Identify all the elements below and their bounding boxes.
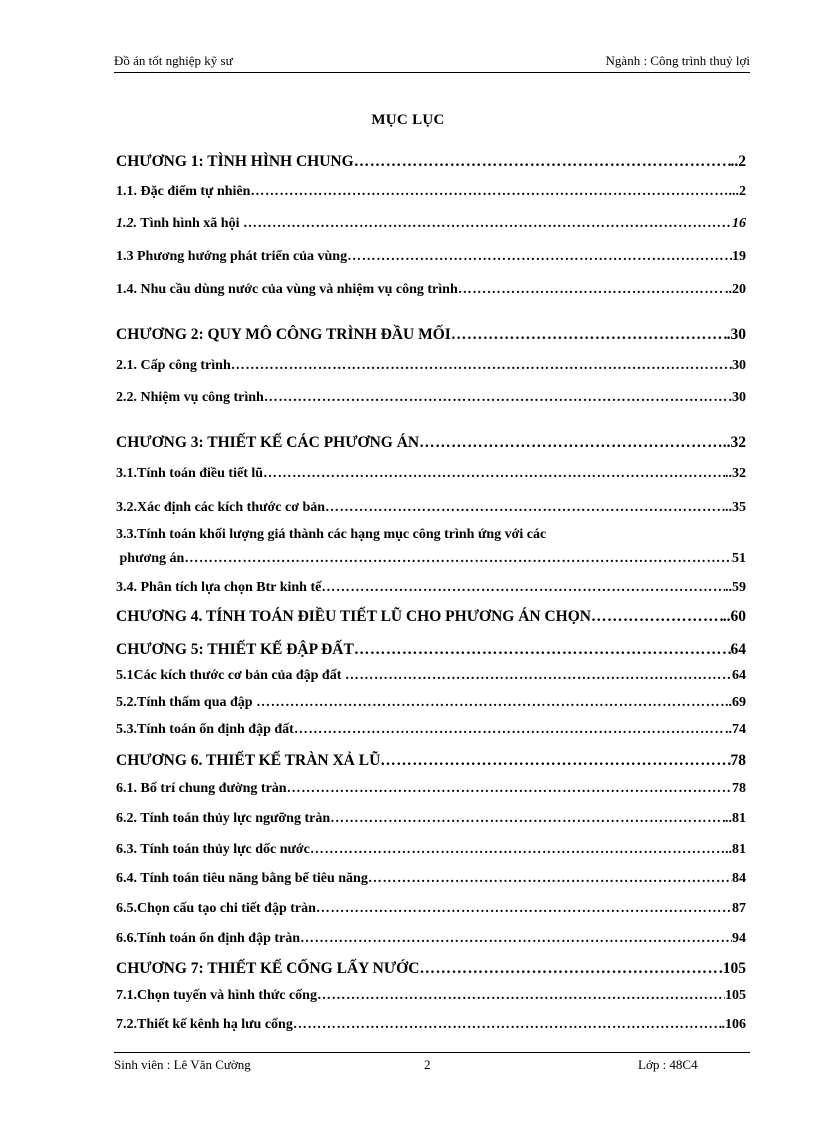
toc-leader-dots: [263, 466, 725, 482]
footer-class: Lớp : 48C4: [638, 1057, 698, 1072]
toc-section-entry[interactable]: [116, 500, 746, 516]
toc-page-number: 64: [730, 641, 746, 658]
toc-page-number: 94: [732, 931, 746, 946]
toc-entry-label: 3.4. Phân tích lựa chọn Btr kinh tế: [116, 580, 322, 595]
toc-section-entry[interactable]: [116, 216, 746, 232]
toc-entry-label: 6.1. Bố trí chung đường tràn: [116, 781, 287, 796]
toc-chapter-entry[interactable]: [116, 434, 746, 452]
toc-leader-dots: [354, 153, 731, 171]
toc-page-number: ..69: [725, 695, 746, 710]
toc-leader-dots: [310, 842, 725, 858]
toc-section-entry[interactable]: [116, 358, 746, 374]
toc-page-number: ..59: [725, 580, 746, 595]
toc-page-number: ..74: [725, 722, 746, 737]
toc-chapter-entry[interactable]: [116, 641, 746, 659]
toc-section-entry[interactable]: [116, 668, 746, 684]
toc-entry-label: 6.5.Chọn cấu tạo chi tiết đập tràn: [116, 901, 316, 916]
footer-page-number: 2: [424, 1057, 431, 1072]
toc-leader-dots: [330, 811, 725, 827]
header-left-text: Đồ án tốt nghiệp kỹ sư: [114, 53, 233, 68]
toc-page-number: ..60: [722, 608, 746, 625]
toc-section-entry[interactable]: [116, 781, 746, 797]
toc-leader-dots: [380, 752, 730, 770]
toc-leader-dots: [264, 390, 729, 406]
toc-entry-label: 3.1.Tính toán điều tiết lũ: [116, 466, 264, 481]
toc-leader-dots: [184, 551, 732, 567]
toc-page-number: 84: [732, 871, 746, 886]
toc-entry-label: CHƯƠNG 3: THIẾT KẾ CÁC PHƯƠNG ÁN: [116, 434, 420, 451]
toc-leader-dots: [256, 695, 725, 711]
toc-leader-dots: [293, 1017, 722, 1033]
toc-section-entry[interactable]: [116, 811, 746, 827]
toc-section-entry[interactable]: [116, 527, 746, 543]
toc-entry-label: 6.2. Tính toán thủy lực ngưỡng tràn: [116, 811, 331, 826]
toc-leader-dots: [294, 722, 725, 738]
toc-entry-label: phương án: [116, 551, 185, 566]
toc-leader-dots: [591, 608, 723, 626]
toc-page-number: .30: [728, 390, 746, 405]
toc-leader-dots: [316, 901, 732, 917]
toc-page-number: 30: [732, 358, 746, 373]
toc-entry-label: 2.1. Cấp công trình: [116, 358, 231, 373]
toc-leader-dots: [300, 931, 732, 947]
toc-entry-label: Tình hình xã hội: [137, 216, 243, 231]
toc-page-number: 64: [732, 668, 746, 683]
toc-entry-number: 1.2.: [116, 216, 137, 231]
toc-chapter-entry[interactable]: [116, 153, 746, 171]
toc-page-number: 87: [732, 901, 746, 916]
toc-leader-dots: [243, 216, 732, 232]
toc-entry-label: 3.3.Tính toán khối lượng giá thành các hạng mục công trình ứng với các: [116, 527, 547, 542]
toc-chapter-entry[interactable]: [116, 960, 746, 978]
toc-entry-label: CHƯƠNG 4. TÍNH TOÁN ĐIỀU TIẾT LŨ CHO PHƯƠNG ÁN CHỌN: [116, 608, 591, 625]
toc-entry-label: CHƯƠNG 7: THIẾT KẾ CỐNG LẤY NƯỚC: [116, 960, 420, 977]
toc-section-entry[interactable]: [116, 282, 746, 298]
toc-page-number: 19: [732, 249, 746, 264]
toc-entry-label: 5.3.Tính toán ổn định đập đất: [116, 722, 294, 737]
toc-page-number: 105: [725, 988, 746, 1003]
toc-section-entry[interactable]: [116, 1017, 746, 1033]
toc-entry-label: 6.3. Tính toán thủy lực dốc nước: [116, 842, 310, 857]
toc-page-number: 51: [732, 551, 746, 566]
toc-entry-label: 6.4. Tính toán tiêu năng bằng bể tiêu năng: [116, 871, 368, 886]
toc-page-number: ..20: [725, 282, 746, 297]
footer-student: Sinh viên : Lê Văn Cường: [114, 1057, 251, 1072]
toc-leader-dots: [419, 434, 723, 452]
toc-page-number: 16: [732, 216, 746, 231]
toc-entry-label: 6.6.Tính toán ổn định đập tràn: [116, 931, 301, 946]
toc-entry-label: CHƯƠNG 2: QUY MÔ CÔNG TRÌNH ĐẦU MỐI: [116, 326, 451, 343]
toc-chapter-entry[interactable]: [116, 326, 746, 344]
toc-leader-dots: [325, 500, 725, 516]
page-header: [114, 50, 750, 73]
toc-page-number: .106: [721, 1017, 746, 1032]
toc-section-entry[interactable]: [116, 466, 746, 482]
toc-leader-dots: [321, 580, 725, 596]
toc-entry-label: 5.1Các kích thước cơ bản của đập đất: [116, 668, 345, 683]
toc-chapter-entry[interactable]: [116, 752, 746, 770]
toc-leader-dots: [458, 282, 725, 298]
toc-entry-label: 2.2. Nhiệm vụ công trình: [116, 390, 264, 405]
toc-leader-dots: [354, 641, 731, 659]
toc-page-number: ..32: [725, 466, 746, 481]
toc-section-entry[interactable]: [116, 184, 746, 200]
toc-leader-dots: [231, 358, 732, 374]
toc-section-entry[interactable]: [116, 901, 746, 917]
toc-page-number: ..35: [725, 500, 746, 515]
toc-page-number: ..81: [725, 811, 746, 826]
toc-leader-dots: [368, 871, 732, 887]
toc-section-entry[interactable]: [116, 871, 746, 887]
toc-section-entry[interactable]: [116, 390, 746, 406]
toc-page-number: .30: [726, 326, 746, 343]
toc-entry-label: 5.2.Tính thấm qua đập: [116, 695, 257, 710]
toc-entry-label: 7.2.Thiết kế kênh hạ lưu cống: [116, 1017, 293, 1032]
toc-entry-label: CHƯƠNG 1: TÌNH HÌNH CHUNG: [116, 153, 354, 170]
toc-leader-dots: [419, 960, 718, 978]
toc-page-number: ...2: [728, 184, 746, 199]
toc-section-entry[interactable]: [116, 842, 746, 858]
toc-section-entry[interactable]: [116, 988, 746, 1004]
toc-section-entry[interactable]: [116, 249, 746, 265]
toc-entry-label: CHƯƠNG 6. THIẾT KẾ TRÀN XẢ LŨ: [116, 752, 381, 769]
toc-section-entry[interactable]: [116, 722, 746, 738]
toc-entry-label: 1.4. Nhu cầu dùng nước của vùng và nhiệm vụ công trình: [116, 282, 458, 297]
header-right-text: Ngành : Công trình thuỷ lợi: [605, 53, 750, 68]
toc-section-entry[interactable]: [116, 695, 746, 711]
toc-entry-label: 3.2.Xác định các kích thước cơ bản: [116, 500, 326, 515]
toc-page-number: 78: [730, 752, 746, 769]
page-footer: [114, 1052, 750, 1075]
toc-entry-label: CHƯƠNG 5: THIẾT KẾ ĐẬP ĐẤT: [116, 641, 354, 658]
toc-entry-label: 1.1. Đặc điểm tự nhiên: [116, 184, 251, 199]
toc-section-entry[interactable]: [116, 931, 746, 947]
toc-leader-dots: [347, 249, 732, 265]
toc-page-number: 78: [732, 781, 746, 796]
toc-leader-dots: [345, 668, 732, 684]
toc-entry-label: 7.1.Chọn tuyến và hình thức cống: [116, 988, 317, 1003]
toc-section-entry[interactable]: [116, 580, 746, 596]
toc-chapter-entry[interactable]: [116, 608, 746, 626]
toc-title: MỤC LỤC: [371, 112, 445, 128]
toc-leader-dots: [287, 781, 732, 797]
toc-page-number: ..81: [725, 842, 746, 857]
toc-section-entry[interactable]: [116, 551, 746, 567]
toc-leader-dots: [250, 184, 728, 200]
toc-page-number: ..32: [722, 434, 746, 451]
toc-entry-label: 1.3 Phương hướng phát triển của vùng: [116, 249, 348, 264]
toc-page-number: ..2: [730, 153, 746, 170]
toc-page-number: .105: [718, 960, 746, 977]
toc-leader-dots: [317, 988, 725, 1004]
toc-leader-dots: [451, 326, 727, 344]
